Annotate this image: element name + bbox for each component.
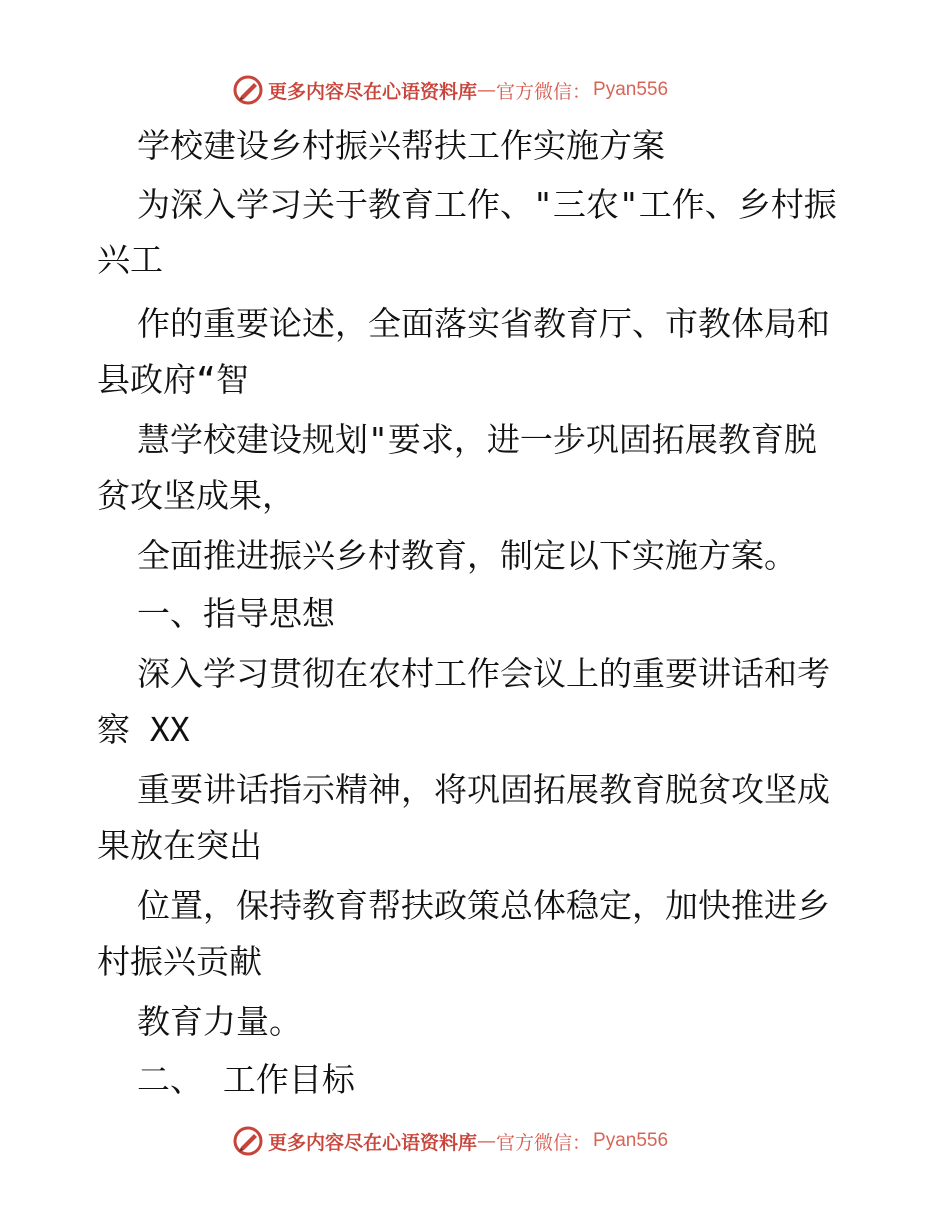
pen-logo-icon — [232, 74, 264, 106]
paragraph-line: 位置，保持教育帮扶政策总体稳定，加快推进乡 — [137, 886, 830, 925]
paragraph-line: 教育力量。 — [137, 1002, 302, 1041]
banner-brand: 更多内容尽在心语资料库 — [268, 80, 478, 103]
paragraph-line: 深入学习贯彻在农村工作会议上的重要讲话和考 — [137, 654, 830, 693]
pen-logo-icon — [232, 1125, 264, 1157]
banner-brand: 更多内容尽在心语资料库 — [268, 1131, 478, 1154]
banner-sub: 官方微信： — [496, 80, 592, 103]
paragraph-line: 村振兴贡献 — [97, 942, 262, 981]
paragraph-line: 果放在突出 — [97, 826, 262, 865]
banner-id: Pyan556 — [593, 1130, 669, 1151]
banner-sub: 官方微信： — [496, 1131, 592, 1154]
paragraph-line: 县政府“智 — [97, 360, 249, 399]
banner-id: Pyan556 — [593, 79, 669, 100]
watermark-banner-top — [232, 73, 668, 107]
paragraph-line: 全面推进振兴乡村教育，制定以下实施方案。 — [137, 536, 797, 575]
paragraph-line: 慧学校建设规划"要求，进一步巩固拓展教育脱 — [137, 420, 817, 459]
banner-dash: — — [477, 79, 497, 101]
doc-title: 学校建设乡村振兴帮扶工作实施方案 — [137, 126, 665, 165]
banner-dash: — — [477, 1130, 497, 1152]
paragraph-line: 重要讲话指示精神，将巩固拓展教育脱贫攻坚成 — [137, 770, 830, 809]
paragraph-line: 兴工 — [97, 240, 163, 279]
paragraph-line: 察 XX — [97, 710, 190, 749]
section-heading-1: 一、指导思想 — [137, 594, 335, 633]
paragraph-line: 为深入学习关于教育工作、"三农"工作、乡村振 — [137, 185, 837, 224]
section-heading-2: 二、 工作目标 — [137, 1060, 355, 1099]
paragraph-line: 贫攻坚成果， — [97, 476, 295, 515]
paragraph-line: 作的重要论述，全面落实省教育厅、市教体局和 — [137, 304, 830, 343]
watermark-banner-bottom — [232, 1124, 668, 1158]
